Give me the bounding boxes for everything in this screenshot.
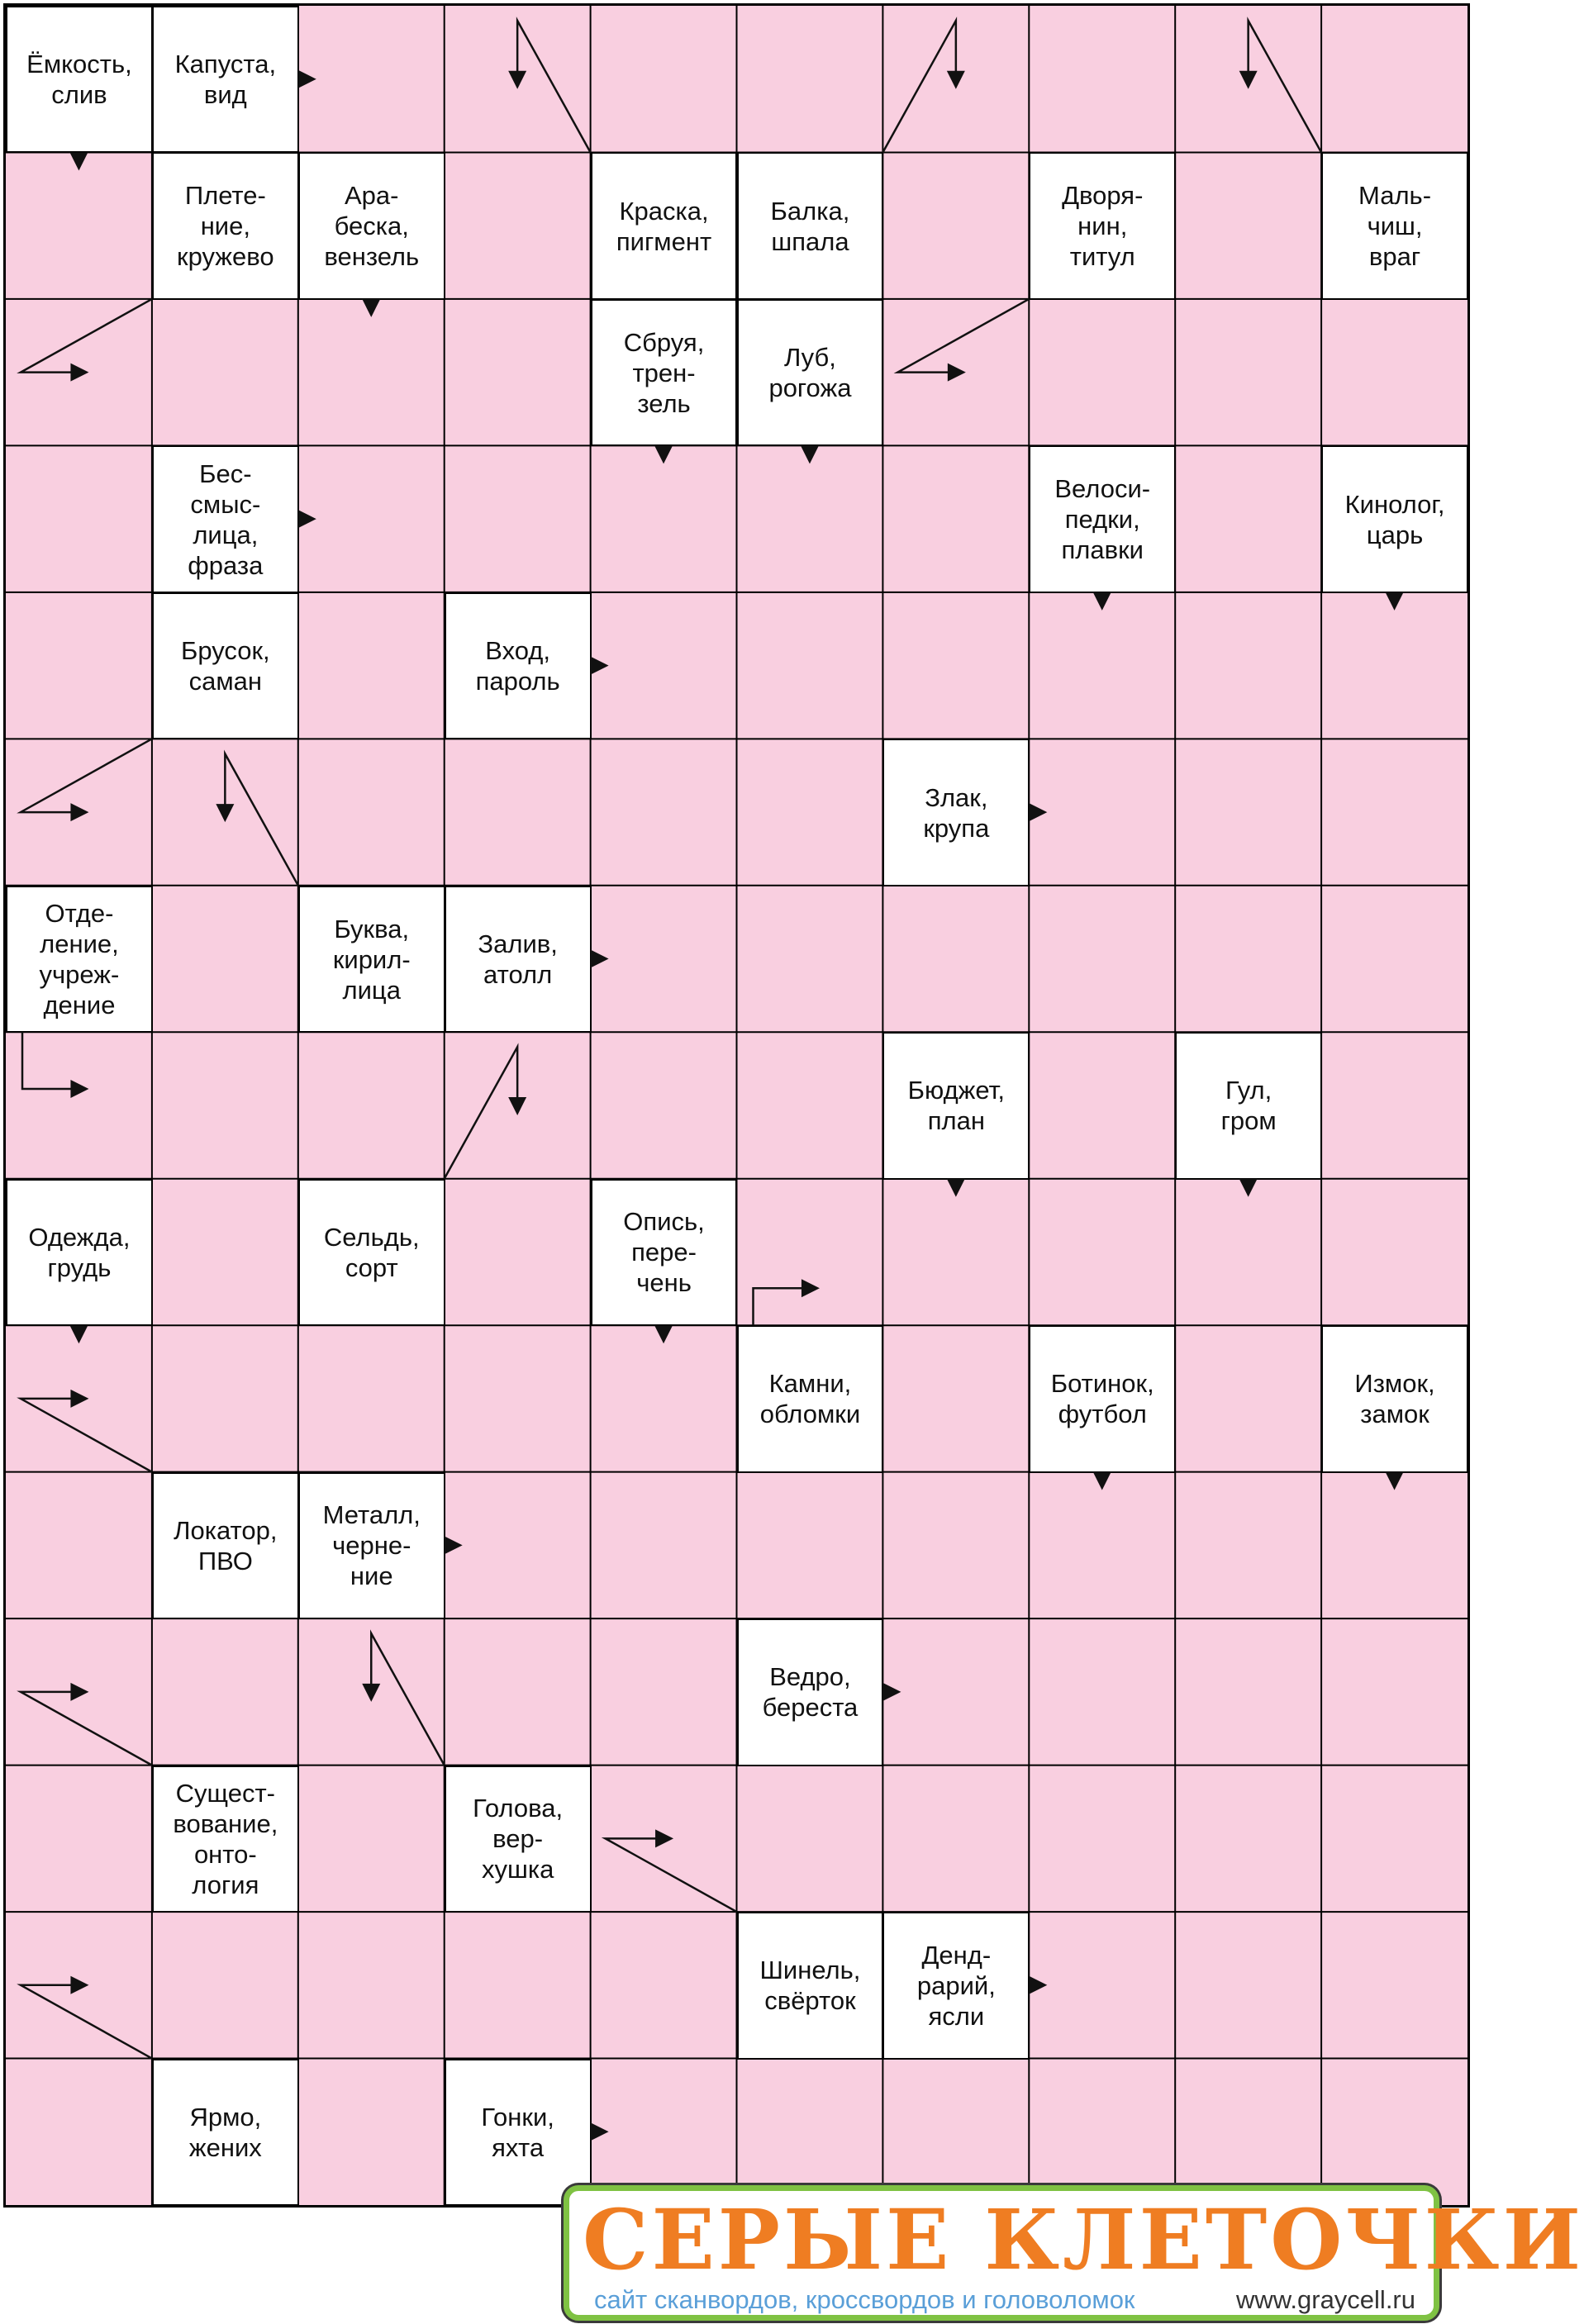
clue-text-line: титул bbox=[1069, 242, 1135, 272]
arrow-down-triangle bbox=[947, 1179, 965, 1197]
clue-text-line: Ёмкость, bbox=[26, 50, 132, 79]
clue-text-line: Маль- bbox=[1358, 181, 1432, 211]
site-banner[interactable] bbox=[564, 2185, 1584, 2321]
clue-text-line: Ярмо, bbox=[189, 2102, 262, 2132]
clue-text-line: плавки bbox=[1061, 535, 1144, 565]
arrow-down-triangle bbox=[1093, 1472, 1111, 1490]
clue-text-line: вид bbox=[203, 80, 247, 110]
clue-text-line: Денд- bbox=[921, 1940, 992, 1970]
clue-text-line: педки, bbox=[1064, 505, 1140, 535]
clue-text-line: царь bbox=[1366, 520, 1424, 549]
clue-text-line: Брусок, bbox=[181, 636, 270, 666]
clue-text-line: Балка, bbox=[770, 196, 850, 226]
arrow-diagonal-down bbox=[882, 21, 955, 152]
clue-text-line: черне- bbox=[332, 1531, 411, 1561]
clue-text-line: онто- bbox=[193, 1839, 257, 1869]
clue-text-line: береста bbox=[762, 1693, 859, 1723]
direction-arrows bbox=[6, 6, 1467, 2205]
arrow-down-triangle bbox=[801, 445, 819, 463]
clue-text-line: лица bbox=[342, 975, 401, 1005]
clue-text-line: Краска, bbox=[619, 196, 709, 226]
clue-text-line: атолл bbox=[483, 960, 553, 990]
clue-text-line: Залив, bbox=[478, 929, 558, 959]
clue-text-line: Измок, bbox=[1354, 1369, 1435, 1399]
clue-text-line: логия bbox=[192, 1870, 259, 1899]
arrow-right-triangle bbox=[882, 1683, 901, 1701]
clue-text-line: сорт bbox=[345, 1252, 398, 1282]
arrow-right-triangle bbox=[591, 2122, 609, 2141]
clue-text-line: гром bbox=[1220, 1106, 1277, 1136]
scanword-grid bbox=[3, 3, 1470, 2208]
clue-text-line: крупа bbox=[923, 813, 990, 843]
arrow-diagonal-right bbox=[21, 1399, 152, 1472]
clue-text-line: ление, bbox=[40, 929, 119, 959]
clue-text-line: Гонки, bbox=[481, 2102, 554, 2132]
arrow-down-triangle bbox=[1239, 1179, 1258, 1197]
clue-text-line: саман bbox=[188, 667, 263, 696]
arrowhead-right bbox=[70, 1390, 88, 1408]
clue-text-line: Отде- bbox=[45, 899, 114, 929]
arrow-diagonal-down bbox=[445, 1047, 517, 1178]
arrow-right-triangle bbox=[591, 950, 609, 968]
clue-text-line: пароль bbox=[475, 667, 560, 696]
arrow-down-triangle bbox=[69, 152, 88, 170]
clue-text-line: футбол bbox=[1058, 1400, 1147, 1429]
clue-text-line: Ара- bbox=[345, 181, 399, 211]
clue-text-line: Дворя- bbox=[1062, 181, 1144, 211]
clue-text-line: план bbox=[927, 1106, 985, 1136]
arrow-right-triangle bbox=[1029, 803, 1047, 821]
clue-text-line: грудь bbox=[47, 1252, 112, 1282]
clue-text-line: трен- bbox=[632, 358, 696, 387]
arrow-right-triangle bbox=[445, 1536, 463, 1554]
clue-text-line: Луб, bbox=[783, 343, 836, 373]
clue-text-line: вер- bbox=[492, 1824, 544, 1854]
clue-text-line: Капуста, bbox=[174, 50, 277, 79]
arrow-elbow-right bbox=[754, 1288, 806, 1325]
arrow-down-triangle bbox=[1386, 592, 1404, 611]
arrowhead-right bbox=[802, 1279, 820, 1297]
clue-text-line: Сущест- bbox=[175, 1778, 275, 1808]
clue-text-line: шпала bbox=[771, 226, 849, 256]
clue-text-line: Сельдь, bbox=[323, 1222, 420, 1252]
arrow-down-triangle bbox=[1093, 592, 1111, 611]
arrowhead-right bbox=[948, 364, 966, 382]
clue-text-line: Камни, bbox=[768, 1369, 852, 1399]
clue-text-line: фраза bbox=[188, 550, 264, 580]
clue-text-line: ние, bbox=[200, 211, 250, 241]
arrow-down-triangle bbox=[69, 1325, 88, 1343]
arrowhead-down bbox=[1239, 71, 1258, 89]
clue-text-line: свёрток bbox=[764, 1986, 856, 2016]
arrow-diagonal-right bbox=[21, 739, 152, 812]
clue-text-line: ПВО bbox=[197, 1546, 253, 1575]
clue-text-line: Опись, bbox=[623, 1207, 705, 1237]
clue-text-line: Ботинок, bbox=[1050, 1369, 1154, 1399]
clue-text-line: зель bbox=[637, 388, 691, 418]
clue-text-line: пигмент bbox=[616, 226, 712, 256]
arrow-diagonal-down bbox=[517, 21, 590, 152]
arrow-down-triangle bbox=[654, 445, 673, 463]
arrowhead-down bbox=[508, 1097, 526, 1115]
clue-text-line: Голова, bbox=[473, 1794, 564, 1823]
arrowhead-down bbox=[216, 804, 234, 822]
clue-text-line: замок bbox=[1360, 1400, 1429, 1429]
clue-text-line: Металл, bbox=[322, 1500, 421, 1530]
arrow-diagonal-down bbox=[371, 1633, 444, 1765]
clue-text-line: кружево bbox=[177, 242, 274, 272]
clue-text-line: чиш, bbox=[1367, 211, 1423, 241]
clue-text-line: чень bbox=[636, 1268, 692, 1298]
arrow-diagonal-right bbox=[897, 299, 1029, 373]
arrow-right-triangle bbox=[1029, 1976, 1047, 1994]
banner-title: СЕРЫЕ КЛЕТОЧКИ bbox=[583, 2191, 1584, 2288]
arrowhead-right bbox=[70, 803, 88, 821]
clue-text-line: Одежда, bbox=[28, 1222, 131, 1252]
clue-text-line: ясли bbox=[928, 2001, 985, 2031]
arrow-right-triangle bbox=[298, 70, 316, 88]
arrowhead-right bbox=[70, 1080, 88, 1098]
arrow-down-triangle bbox=[654, 1325, 673, 1343]
arrowhead-down bbox=[508, 71, 526, 89]
arrow-diagonal-right bbox=[21, 299, 152, 373]
arrow-right-triangle bbox=[591, 657, 609, 675]
arrowhead-right bbox=[70, 1683, 88, 1701]
clue-text-line: жених bbox=[188, 2132, 262, 2162]
clue-text-line: рарий, bbox=[916, 1970, 996, 2000]
clue-text-line: ние bbox=[350, 1561, 393, 1591]
clue-text-line: дение bbox=[43, 991, 116, 1020]
clue-text-line: пере- bbox=[631, 1238, 697, 1267]
clue-text-line: Ведро, bbox=[769, 1662, 851, 1692]
arrowhead-down bbox=[362, 1684, 380, 1702]
arrow-down-triangle bbox=[362, 299, 380, 317]
clue-text-line: хушка bbox=[481, 1855, 554, 1884]
clue-text-line: Вход, bbox=[485, 636, 550, 666]
arrow-diagonal-right bbox=[21, 1692, 152, 1766]
clue-text-line: Сбруя, bbox=[623, 327, 705, 357]
clue-text-line: Гул, bbox=[1225, 1076, 1272, 1105]
arrow-down-triangle bbox=[1386, 1472, 1404, 1490]
clue-text-line: Велоси- bbox=[1054, 474, 1151, 504]
clue-text-line: обломки bbox=[759, 1400, 861, 1429]
clue-text-line: вование, bbox=[173, 1808, 278, 1838]
banner-url[interactable]: www.graycell.ru bbox=[1235, 2285, 1415, 2314]
clue-text-line: яхта bbox=[492, 2132, 545, 2162]
clue-text-line: Бес- bbox=[199, 459, 252, 488]
clue-text-line: вензель bbox=[324, 242, 420, 272]
clue-text-line: враг bbox=[1368, 242, 1421, 272]
clue-text-line: Буква, bbox=[334, 914, 410, 943]
clue-text-line: лица, bbox=[193, 520, 259, 549]
arrowhead-right bbox=[70, 1976, 88, 1994]
clue-text-line: беска, bbox=[334, 211, 409, 241]
clue-text-line: Плете- bbox=[184, 181, 266, 211]
clue-text-line: кирил- bbox=[332, 944, 411, 974]
clue-text-line: учреж- bbox=[39, 960, 120, 990]
clue-text-line: Кинолог, bbox=[1344, 489, 1445, 519]
clue-text-line: Злак, bbox=[925, 782, 988, 812]
clue-text-line: Бюджет, bbox=[907, 1076, 1005, 1105]
arrow-elbow-right bbox=[22, 1032, 75, 1089]
arrowhead-right bbox=[655, 1829, 673, 1847]
arrow-diagonal-right bbox=[606, 1838, 737, 1912]
arrow-right-triangle bbox=[298, 510, 316, 528]
clue-text-line: слив bbox=[51, 80, 107, 110]
arrowhead-down bbox=[947, 71, 965, 89]
clue-text-line: смыс- bbox=[190, 489, 261, 519]
arrowhead-right bbox=[70, 364, 88, 382]
arrow-diagonal-right bbox=[21, 1985, 152, 2059]
clue-text-line: Локатор, bbox=[174, 1515, 278, 1545]
arrow-diagonal-down bbox=[1249, 21, 1321, 152]
arrow-diagonal-down bbox=[225, 753, 297, 885]
clue-text-line: рогожа bbox=[768, 373, 852, 403]
banner-subtitle: сайт сканвордов, кроссвордов и головоломок bbox=[594, 2285, 1135, 2314]
clue-text-line: нин, bbox=[1077, 211, 1128, 241]
clue-text-line: Шинель, bbox=[759, 1956, 861, 1985]
